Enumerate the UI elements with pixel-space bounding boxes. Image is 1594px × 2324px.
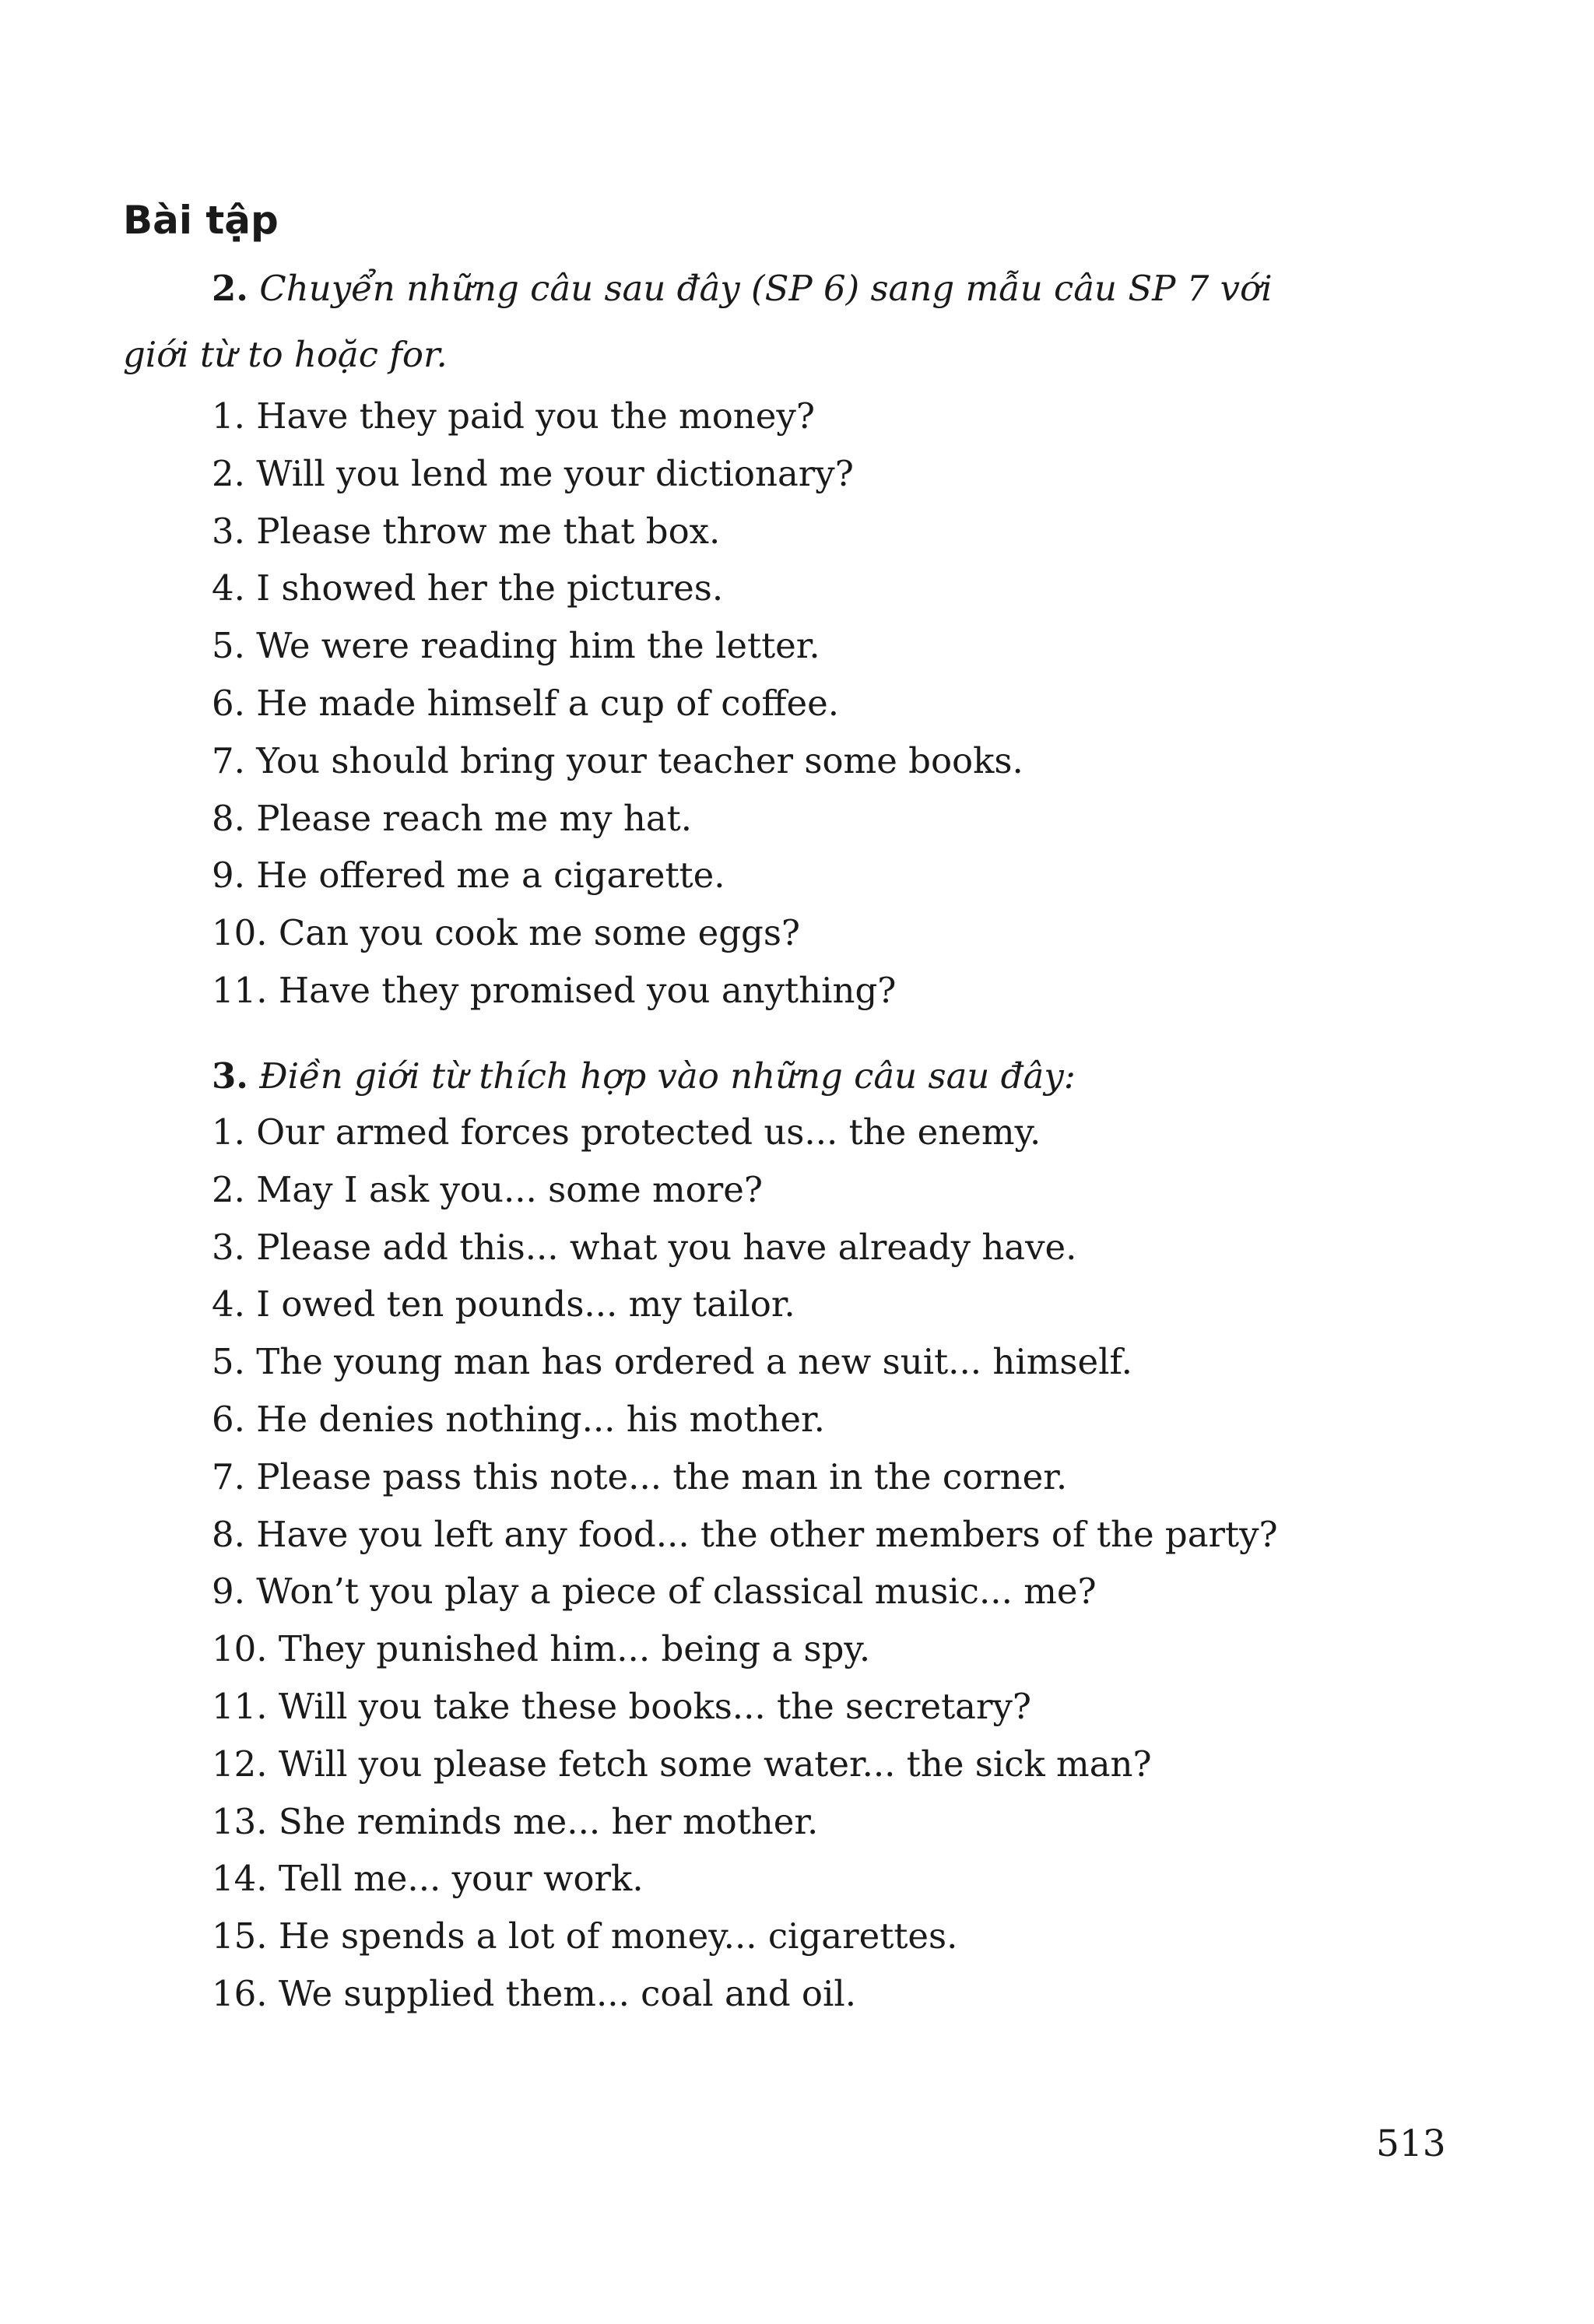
exercise-2-item: 4. I showed her the pictures. bbox=[212, 567, 724, 609]
exercise-2-instruction-line-1 bbox=[212, 259, 1273, 318]
exercise-3-item: 12. Will you please fetch some water... the sick man? bbox=[212, 1743, 1152, 1785]
exercise-3-list bbox=[212, 1104, 1278, 2023]
exercise-2-item: 3. Please throw me that box. bbox=[212, 510, 721, 552]
exercise-3-item: 9. Won’t you play a piece of classical music... me? bbox=[212, 1571, 1097, 1613]
exercise-3-item: 7. Please pass this note... the man in the corner. bbox=[212, 1455, 1068, 1497]
exercise-3-item: 2. May I ask you... some more? bbox=[212, 1168, 763, 1210]
exercise-3-item: 11. Will you take these books... the secretary? bbox=[212, 1685, 1032, 1727]
exercise-3-item: 5. The young man has ordered a new suit... himself. bbox=[212, 1341, 1132, 1383]
exercise-2-instruction-text: Chuyển những câu sau đây (SP 6) sang mẫu câu SP 7 với bbox=[259, 268, 1273, 309]
exercise-2-instruction-line-2: giới từ to hoặc for. bbox=[123, 334, 448, 375]
exercise-3-item: 10. They punished him... being a spy. bbox=[212, 1628, 871, 1670]
exercise-3-item: 4. I owed ten pounds... my tailor. bbox=[212, 1283, 795, 1325]
exercise-2-number: 2. bbox=[212, 268, 248, 309]
exercise-2-item: 1. Have they paid you the money? bbox=[212, 395, 815, 437]
exercise-2-item: 6. He made himself a cup of coffee. bbox=[212, 682, 840, 724]
exercise-3-number: 3. bbox=[212, 1055, 248, 1097]
page-number: 513 bbox=[1376, 2122, 1446, 2165]
exercise-2-item: 9. He offered me a cigarette. bbox=[212, 855, 725, 897]
exercise-2-item: 5. We were reading him the letter. bbox=[212, 625, 820, 667]
exercise-2-item: 11. Have they promised you anything? bbox=[212, 969, 897, 1011]
exercise-3-item: 16. We supplied them... coal and oil. bbox=[212, 1972, 857, 2014]
exercise-2-list bbox=[212, 388, 1023, 1020]
exercise-3-item: 1. Our armed forces protected us... the enemy. bbox=[212, 1111, 1041, 1153]
exercise-3-item: 13. She reminds me... her mother. bbox=[212, 1800, 819, 1842]
exercise-2-item: 8. Please reach me my hat. bbox=[212, 797, 693, 839]
exercise-3-item: 6. He denies nothing... his mother. bbox=[212, 1398, 825, 1440]
exercise-3-instruction-text: Điền giới từ thích hợp vào những câu sau đây: bbox=[259, 1055, 1076, 1097]
exercise-3-item: 15. He spends a lot of money... cigarettes. bbox=[212, 1915, 958, 1957]
exercise-2-item: 10. Can you cook me some eggs? bbox=[212, 912, 801, 954]
exercise-2-item: 2. Will you lend me your dictionary? bbox=[212, 452, 854, 494]
exercise-3-item: 8. Have you left any food... the other members of the party? bbox=[212, 1513, 1278, 1555]
exercise-3-item: 14. Tell me... your work. bbox=[212, 1858, 644, 1900]
exercise-2-item: 7. You should bring your teacher some books. bbox=[212, 739, 1023, 781]
exercise-3-item: 3. Please add this... what you have already have. bbox=[212, 1226, 1077, 1268]
section-heading: Bài tập bbox=[123, 198, 279, 243]
exercise-3-instruction bbox=[212, 1047, 1076, 1105]
